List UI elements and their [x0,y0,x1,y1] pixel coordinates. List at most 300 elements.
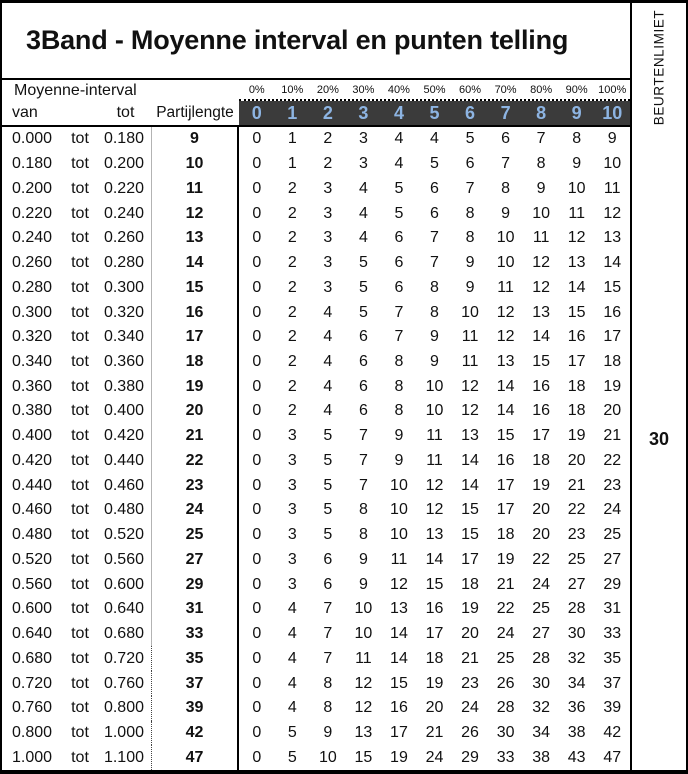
partijlengte-value: 9 [151,127,239,152]
points-cell: 0 [252,625,262,643]
points-cell: 20 [532,526,551,544]
partijlengte-value: 29 [151,572,239,597]
table-row [2,251,630,276]
points-cell: 4 [323,328,333,346]
points-cell: 18 [603,352,622,370]
partijlengte-value: 22 [151,449,239,474]
points-cell: 26 [496,674,515,692]
tot-word: tot [71,352,89,370]
beurtenlimiet-value: 30 [648,429,670,449]
points-cell: 17 [532,427,551,445]
points-cell: 15 [461,526,479,544]
points-cell: 2 [287,204,297,222]
points-cell: 0 [252,254,262,272]
points-cell: 9 [465,278,475,296]
points-cell: 33 [603,625,622,643]
points-cell: 4 [287,625,297,643]
interval-tot-value: 0.480 [103,501,144,519]
table-row [2,745,630,770]
interval-tot-value: 0.240 [103,204,144,222]
interval-van-value: 0.200 [12,179,53,197]
points-cell: 10 [461,303,479,321]
points-cell: 25 [496,649,515,667]
points-cell: 3 [287,427,297,445]
points-cell: 12 [354,699,373,717]
points-cell: 38 [532,748,551,766]
partijlengte-value: 42 [151,721,239,746]
partijlengte-value: 19 [151,374,239,399]
points-cell: 27 [567,575,586,593]
interval-tot-value: 0.180 [103,130,144,148]
points-cell: 7 [430,229,439,247]
table-row [2,325,630,350]
points-cell: 4 [394,130,404,148]
points-scale-header: 2 [322,102,333,123]
interval-van-value: 0.680 [12,649,53,667]
points-cell: 3 [323,204,333,222]
points-cell: 0 [252,748,262,766]
points-cell: 32 [532,699,551,717]
points-cell: 9 [394,451,404,469]
partijlengte-value: 33 [151,622,239,647]
percent-header: 60% [459,84,482,96]
interval-van-value: 0.800 [12,723,53,741]
points-cell: 4 [287,600,297,618]
points-cell: 8 [430,303,439,321]
partijlengte-value: 21 [151,424,239,449]
points-cell: 11 [603,179,621,197]
points-cell: 0 [252,649,262,667]
interval-tot-value: 0.280 [103,254,144,272]
points-cell: 21 [567,476,586,494]
interval-tot-value: 0.680 [103,625,144,643]
points-cell: 19 [567,427,586,445]
tot-word: tot [71,526,89,544]
points-cell: 10 [390,476,408,494]
table-row [2,597,630,622]
points-cell: 20 [567,451,586,469]
interval-tot-value: 0.360 [103,352,144,370]
points-cell: 12 [354,674,373,692]
points-cell: 26 [461,723,479,741]
points-cell: 8 [394,402,404,420]
points-cell: 2 [287,377,297,395]
interval-van-value: 1.000 [12,748,53,766]
points-cell: 30 [496,723,515,741]
points-cell: 34 [567,674,586,692]
beurtenlimiet-label: BEURTENLIMIET [651,9,667,125]
points-cell: 2 [287,352,297,370]
points-cell: 27 [532,625,551,643]
points-cell: 6 [430,204,439,222]
tot-word: tot [71,155,89,173]
partijlengte-value: 39 [151,696,239,721]
tot-word: tot [71,476,89,494]
interval-tot-value: 0.220 [103,179,144,197]
table-row [2,152,630,177]
points-cell: 13 [567,254,586,272]
percent-header: 90% [565,84,588,96]
points-cell: 8 [323,699,333,717]
points-cell: 11 [497,278,514,296]
points-scale-header: 9 [571,102,582,123]
points-cell: 20 [532,501,551,519]
points-cell: 3 [287,476,297,494]
points-cell: 2 [323,155,333,173]
points-cell: 8 [430,278,439,296]
points-cell: 17 [425,625,444,643]
title-block [2,3,630,80]
points-cell: 13 [390,600,408,618]
points-cell: 4 [358,204,368,222]
interval-van-value: 0.480 [12,526,53,544]
points-cell: 4 [430,130,439,148]
interval-van-value: 0.180 [12,155,53,173]
table-row [2,523,630,548]
points-scale-header: 10 [602,102,623,123]
tot-word: tot [71,699,89,717]
points-cell: 12 [496,328,515,346]
points-cell: 6 [358,352,368,370]
points-cell: 4 [323,303,333,321]
points-cell: 3 [323,229,333,247]
interval-tot-value: 0.460 [103,476,144,494]
points-cell: 24 [532,575,551,593]
points-cell: 7 [465,179,475,197]
table-row [2,201,630,226]
interval-van-value: 0.340 [12,352,53,370]
points-cell: 8 [394,352,404,370]
points-cell: 8 [536,155,546,173]
percent-header: 0% [248,84,265,96]
points-cell: 19 [461,600,479,618]
points-cell: 29 [603,575,622,593]
points-cell: 21 [425,723,444,741]
points-cell: 13 [496,352,515,370]
points-cell: 0 [252,550,262,568]
points-cell: 14 [390,625,408,643]
points-cell: 2 [287,278,297,296]
interval-van-value: 0.360 [12,377,53,395]
points-cell: 15 [390,674,408,692]
interval-tot-value: 0.380 [103,377,144,395]
points-cell: 8 [465,229,475,247]
points-cell: 10 [567,179,586,197]
points-cell: 0 [252,723,262,741]
percent-header: 20% [316,84,339,96]
points-cell: 0 [252,427,262,445]
points-cell: 9 [358,575,368,593]
points-cell: 17 [390,723,408,741]
points-cell: 16 [496,451,515,469]
points-cell: 15 [354,748,373,766]
points-cell: 2 [323,130,333,148]
tot-word: tot [71,204,89,222]
points-cell: 3 [287,550,297,568]
tot-word: tot [71,402,89,420]
points-cell: 7 [323,649,333,667]
interval-tot-value: 0.760 [103,674,144,692]
points-cell: 5 [358,303,368,321]
points-cell: 0 [252,575,262,593]
points-scale-header: 5 [429,102,440,123]
points-cell: 11 [461,352,479,370]
points-cell: 14 [461,476,479,494]
interval-van-value: 0.380 [12,402,53,420]
points-cell: 10 [425,402,444,420]
interval-van-value: 0.400 [12,427,53,445]
points-cell: 8 [572,130,582,148]
page-title: 3Band - Moyenne interval en punten telling [26,25,569,55]
interval-van-value: 0.560 [12,575,53,593]
points-cell: 33 [496,748,515,766]
interval-van-value: 0.320 [12,328,53,346]
percent-header: 30% [352,84,375,96]
interval-tot-value: 0.600 [103,575,144,593]
points-cell: 6 [394,229,404,247]
table-row [2,449,630,474]
partijlengte-value: 15 [151,275,239,300]
table-row [2,374,630,399]
table-row [2,424,630,449]
points-cell: 18 [461,575,479,593]
points-scale-header: 7 [500,102,511,123]
points-cell: 14 [390,649,408,667]
tot-word: tot [71,550,89,568]
points-cell: 8 [323,674,333,692]
points-cell: 1 [287,130,297,148]
tot-word: tot [71,575,89,593]
tot-word: tot [71,674,89,692]
main-table-area [2,3,630,770]
points-cell: 9 [536,179,546,197]
points-cell: 3 [358,130,368,148]
points-cell: 25 [532,600,551,618]
points-cell: 16 [603,303,622,321]
points-cell: 12 [496,303,515,321]
table-row [2,226,630,251]
points-cell: 7 [358,427,368,445]
table-row [2,275,630,300]
partijlengte-value: 37 [151,671,239,696]
partijlengte-value: 47 [151,745,239,770]
partijlengte-value: 17 [151,325,239,350]
tot-word: tot [71,723,89,741]
points-cell: 2 [287,179,297,197]
points-cell: 1 [287,155,297,173]
tot-word: tot [71,427,89,445]
column-header-van: van [12,104,38,121]
partijlengte-value: 13 [151,226,239,251]
points-cell: 6 [501,130,511,148]
tot-word: tot [71,229,89,247]
points-cell: 22 [496,600,515,618]
points-cell: 0 [252,451,262,469]
points-cell: 4 [358,179,368,197]
points-cell: 5 [394,179,404,197]
points-cell: 6 [465,155,475,173]
points-scale-header: 1 [287,102,298,123]
points-cell: 22 [532,550,551,568]
points-cell: 7 [358,451,368,469]
interval-van-value: 0.220 [12,204,53,222]
partijlengte-value: 11 [151,176,239,201]
points-cell: 17 [461,550,479,568]
points-cell: 5 [287,748,297,766]
points-cell: 19 [603,377,622,395]
points-cell: 5 [323,526,333,544]
points-scale-header: 0 [251,102,262,123]
points-cell: 37 [603,674,622,692]
points-cell: 24 [496,625,515,643]
points-cell: 20 [603,402,622,420]
points-cell: 22 [567,501,586,519]
points-cell: 6 [430,179,439,197]
points-cell: 4 [287,699,297,717]
points-cell: 0 [252,402,262,420]
points-cell: 7 [394,328,404,346]
points-cell: 7 [394,303,404,321]
points-cell: 43 [567,748,586,766]
points-cell: 15 [496,427,515,445]
table-row [2,547,630,572]
column-header-tot: tot [116,104,135,121]
interval-tot-value: 0.400 [103,402,144,420]
points-cell: 10 [425,377,444,395]
tot-word: tot [71,303,89,321]
points-cell: 15 [567,303,586,321]
points-cell: 18 [532,451,551,469]
tot-word: tot [71,278,89,296]
points-header-group [239,80,630,125]
points-cell: 39 [603,699,622,717]
points-cell: 18 [567,402,586,420]
partijlengte-value: 10 [151,152,239,177]
points-cell: 30 [567,625,586,643]
points-cell: 29 [461,748,479,766]
points-cell: 5 [323,501,333,519]
partijlengte-value: 20 [151,399,239,424]
points-cell: 10 [496,254,515,272]
percent-header: 10% [281,84,304,96]
percent-header-row [239,80,630,101]
points-cell: 12 [567,229,586,247]
points-cell: 12 [425,476,444,494]
tot-word: tot [71,649,89,667]
points-cell: 11 [568,204,585,222]
partijlengte-value: 25 [151,523,239,548]
interval-van-value: 0.440 [12,476,53,494]
points-cell: 15 [461,501,479,519]
partijlengte-value: 24 [151,498,239,523]
points-cell: 28 [532,649,551,667]
points-scale-header: 4 [393,102,404,123]
points-cell: 10 [354,600,373,618]
points-cell: 4 [323,402,333,420]
interval-van-value: 0.600 [12,600,53,618]
points-cell: 13 [603,229,622,247]
points-cell: 0 [252,303,262,321]
points-cell: 16 [532,402,551,420]
interval-van-value: 0.260 [12,254,53,272]
points-cell: 30 [532,674,551,692]
points-cell: 21 [496,575,515,593]
points-cell: 19 [532,476,551,494]
points-cell: 2 [287,328,297,346]
points-cell: 3 [287,575,297,593]
points-cell: 24 [425,748,444,766]
points-cell: 0 [252,526,262,544]
points-cell: 36 [567,699,586,717]
beurtenlimiet-panel [630,3,686,770]
points-cell: 16 [425,600,444,618]
table-row [2,572,630,597]
points-cell: 18 [567,377,586,395]
points-cell: 19 [496,550,515,568]
points-cell: 0 [252,476,262,494]
points-cell: 8 [358,501,368,519]
points-cell: 11 [355,649,372,667]
points-scale-header: 8 [536,102,547,123]
table-row [2,622,630,647]
points-cell: 32 [567,649,586,667]
points-cell: 4 [358,229,368,247]
points-cell: 5 [394,204,404,222]
points-cell: 7 [323,625,333,643]
points-cell: 9 [572,155,582,173]
points-cell: 10 [390,501,408,519]
table-row [2,350,630,375]
interval-van-value: 0.460 [12,501,53,519]
points-cell: 10 [354,625,373,643]
points-cell: 4 [323,377,333,395]
points-cell: 11 [390,550,408,568]
points-cell: 28 [567,600,586,618]
points-cell: 13 [532,303,551,321]
points-cell: 14 [496,377,515,395]
percent-header: 70% [494,84,517,96]
points-cell: 25 [567,550,586,568]
points-cell: 9 [430,352,439,370]
partijlengte-value: 14 [151,251,239,276]
points-cell: 3 [287,501,297,519]
points-cell: 0 [252,328,262,346]
points-cell: 11 [426,451,443,469]
interval-tot-value: 0.300 [103,278,144,296]
points-cell: 21 [461,649,479,667]
table-row [2,646,630,671]
interval-header-group [2,80,239,125]
interval-tot-value: 0.800 [103,699,144,717]
interval-tot-value: 0.200 [103,155,144,173]
points-cell: 3 [323,254,333,272]
table-row [2,473,630,498]
points-cell: 10 [603,155,622,173]
tot-word: tot [71,748,89,766]
interval-tot-value: 1.000 [103,723,144,741]
points-cell: 11 [532,229,550,247]
points-cell: 5 [323,427,333,445]
points-cell: 5 [430,155,439,173]
points-cell: 17 [496,476,515,494]
points-cell: 8 [394,377,404,395]
table-header [2,80,630,127]
points-cell: 12 [390,575,408,593]
points-cell: 12 [461,402,479,420]
interval-tot-value: 0.520 [103,526,144,544]
table-row [2,399,630,424]
tot-word: tot [71,377,89,395]
